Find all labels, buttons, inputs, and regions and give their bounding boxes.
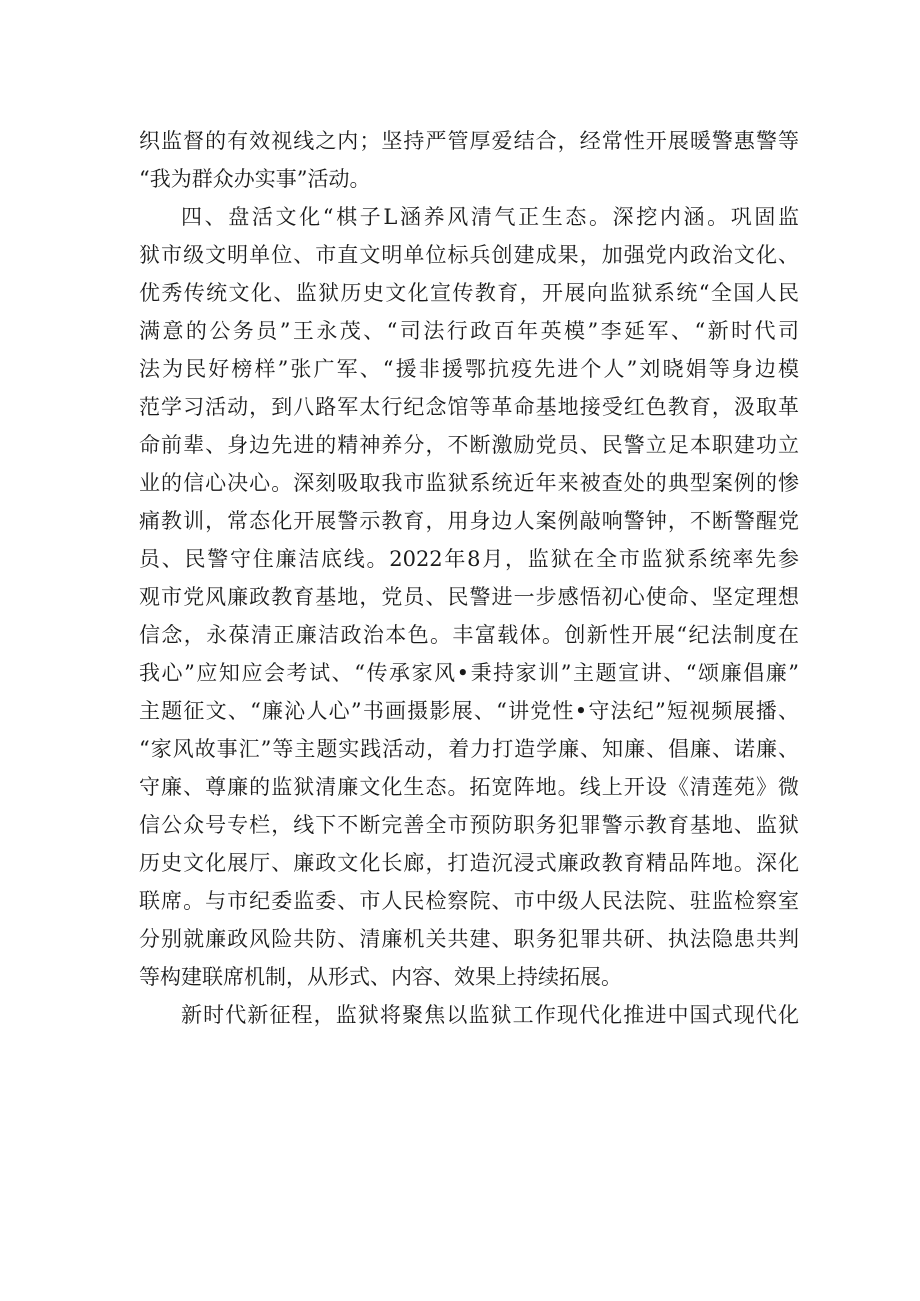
text-line: 范学习活动，到八路军太行纪念馆等革命基地接受红色教育，汲取革 [139, 395, 799, 419]
paragraph-start-line: 新时代新征程，监狱将聚焦以监狱工作现代化推进中国式现代化 [181, 1003, 799, 1027]
text-line: 织监督的有效视线之内；坚持严管厚爱结合，经常性开展暖警惠警等 [139, 129, 799, 153]
text-line: 观市党风廉政教育基地，党员、民警进一步感悟初心使命、坚定理想 [139, 585, 799, 609]
text-line: 优秀传统文化、监狱历史文化宣传教育，开展向监狱系统“全国人民 [139, 281, 799, 305]
text-line: 狱市级文明单位、市直文明单位标兵创建成果，加强党内政治文化、 [139, 243, 799, 267]
text-line: 信公众号专栏，线下不断完善全市预防职务犯罪警示教育基地、监狱 [139, 813, 799, 837]
text-line: “家风故事汇”等主题实践活动，着力打造学廉、知廉、倡廉、诺廉、 [139, 737, 799, 761]
body-text [139, 122, 799, 1034]
text-line: 分别就廉政风险共防、清廉机关共建、职务犯罪共研、执法隐患共判 [139, 927, 799, 951]
text-line: “我为群众办实事”活动。 [139, 167, 371, 191]
text-line: 员、民警守住廉洁底线。2022年8月，监狱在全市监狱系统率先参 [139, 547, 799, 571]
text-line: 命前辈、身边先进的精神养分，不断激励党员、民警立足本职建功立 [139, 433, 799, 457]
text-line: 业的信心决心。深刻吸取我市监狱系统近年来被查处的典型案例的惨 [139, 471, 799, 495]
text-line: 我心”应知应会考试、“传承家风•秉持家训”主题宣讲、“颂廉倡廉” [139, 661, 799, 685]
text-line: 等构建联席机制，从形式、内容、效果上持续拓展。 [139, 965, 622, 989]
text-line: 信念，永葆清正廉洁政治本色。丰富载体。创新性开展“纪法制度在 [139, 623, 799, 647]
text-line: 历史文化展厅、廉政文化长廊，打造沉浸式廉政教育精品阵地。深化 [139, 851, 799, 875]
text-line: 痛教训，常态化开展警示教育，用身边人案例敲响警钟，不断警醒党 [139, 509, 799, 533]
paragraph-start-line: 四、盘活文化“棋子L涵养风清气正生态。深挖内涵。巩固监 [181, 205, 799, 229]
text-line: 守廉、尊廉的监狱清廉文化生态。拓宽阵地。线上开设《清莲苑》微 [139, 775, 799, 799]
text-line: 主题征文、“廉沁人心”书画摄影展、“讲党性•守法纪”短视频展播、 [139, 699, 799, 723]
text-line: 联席。与市纪委监委、市人民检察院、市中级人民法院、驻监检察室 [139, 889, 799, 913]
text-line: 法为民好榜样”张广军、“援非援鄂抗疫先进个人”刘晓娟等身边模 [139, 357, 799, 381]
text-line: 满意的公务员”王永茂、“司法行政百年英模”李延军、“新时代司 [139, 319, 799, 343]
